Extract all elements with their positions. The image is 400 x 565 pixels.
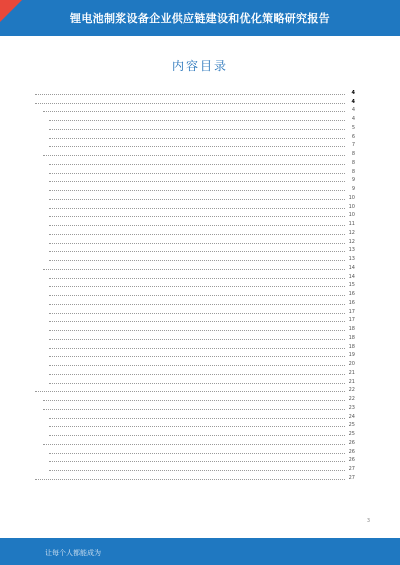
toc-leader-dots <box>49 119 345 121</box>
toc-entry-page: 26 <box>348 448 355 455</box>
toc-entry[interactable] <box>33 183 355 192</box>
toc-entry-page: 5 <box>351 124 355 131</box>
toc-leader-dots <box>49 145 345 147</box>
toc-leader-dots <box>43 408 345 410</box>
toc-entry-page: 25 <box>348 431 355 437</box>
toc-entry[interactable] <box>33 288 355 297</box>
toc-leader-dots <box>49 242 345 244</box>
toc-leader-dots <box>43 268 345 270</box>
toc-entry[interactable] <box>33 306 355 315</box>
toc-entry-page: 13 <box>348 247 355 254</box>
toc-entry-page: 8 <box>351 168 355 175</box>
toc-entry-page: 10 <box>348 194 355 201</box>
toc-entry[interactable] <box>33 332 355 341</box>
toc-entry-page: 21 <box>348 378 355 385</box>
footer-slogan: 让每个人都能成为 <box>45 549 101 557</box>
toc-entry-page: 16 <box>348 299 355 306</box>
toc-leader-dots <box>49 364 345 366</box>
toc-leader-dots <box>49 417 345 419</box>
toc-entry-page: 24 <box>348 413 355 420</box>
toc-entry[interactable] <box>33 472 355 481</box>
toc-leader-dots <box>43 110 345 112</box>
toc-entry[interactable] <box>33 463 355 472</box>
toc-entry[interactable] <box>33 131 355 140</box>
toc-leader-dots <box>49 137 345 139</box>
toc-entry-page: 21 <box>348 369 355 376</box>
toc-leader-dots <box>49 189 345 191</box>
toc-entry-page: 27 <box>348 474 355 481</box>
toc-entry[interactable] <box>33 236 355 245</box>
toc-entry-page: 10 <box>348 212 355 219</box>
toc-leader-dots <box>49 452 345 454</box>
toc-leader-dots <box>49 460 345 462</box>
toc-entry[interactable] <box>33 166 355 175</box>
toc-entry[interactable] <box>33 393 355 402</box>
toc-entry[interactable] <box>33 175 355 184</box>
toc-entry[interactable] <box>33 323 355 332</box>
toc-entry-page: 19 <box>348 352 355 359</box>
toc-leader-dots <box>35 102 345 104</box>
toc-entry[interactable] <box>33 297 355 306</box>
toc-leader-dots <box>43 154 345 156</box>
report-title: 锂电池制浆设备企业供应链建设和优化策略研究报告 <box>70 12 330 25</box>
table-of-contents <box>33 87 355 481</box>
toc-entry[interactable] <box>33 253 355 262</box>
footer-bar <box>0 538 400 565</box>
toc-entry-page: 16 <box>348 291 355 297</box>
toc-entry[interactable] <box>33 350 355 359</box>
toc-entry[interactable] <box>33 367 355 376</box>
toc-entry[interactable] <box>33 341 355 350</box>
toc-entry[interactable] <box>33 210 355 219</box>
toc-leader-dots <box>49 312 345 314</box>
toc-entry[interactable] <box>33 122 355 131</box>
toc-leader-dots <box>49 163 345 165</box>
toc-entry[interactable] <box>33 271 355 280</box>
toc-leader-dots <box>49 250 345 252</box>
toc-leader-dots <box>49 434 345 436</box>
toc-entry[interactable] <box>33 245 355 254</box>
toc-leader-dots <box>49 425 345 427</box>
toc-leader-dots <box>49 215 345 217</box>
toc-leader-dots <box>49 294 345 296</box>
toc-entry[interactable] <box>33 218 355 227</box>
toc-entry-page: 25 <box>348 422 355 429</box>
toc-entry[interactable] <box>33 437 355 446</box>
toc-entry[interactable] <box>33 96 355 105</box>
toc-leader-dots <box>49 382 345 384</box>
toc-entry[interactable] <box>33 113 355 122</box>
toc-leader-dots <box>49 469 345 471</box>
toc-entry-page: 13 <box>348 256 355 262</box>
toc-entry[interactable] <box>33 140 355 149</box>
toc-entry[interactable] <box>33 227 355 236</box>
toc-leader-dots <box>49 303 345 305</box>
toc-leader-dots <box>49 355 345 357</box>
toc-entry[interactable] <box>33 262 355 271</box>
toc-entry[interactable] <box>33 315 355 324</box>
toc-entry[interactable] <box>33 428 355 437</box>
toc-entry-page: 15 <box>348 282 355 289</box>
toc-entry-page: 8 <box>351 151 355 157</box>
toc-entry[interactable] <box>33 105 355 114</box>
toc-entry-page: 9 <box>351 186 355 192</box>
toc-entry[interactable] <box>33 376 355 385</box>
toc-leader-dots <box>49 233 345 235</box>
toc-entry-page: 4 <box>351 116 355 122</box>
toc-entry-page: 18 <box>348 334 355 341</box>
toc-leader-dots <box>35 478 345 480</box>
page-number: 3 <box>366 518 370 524</box>
toc-entry-page: 4 <box>351 107 355 114</box>
toc-entry[interactable] <box>33 455 355 464</box>
toc-leader-dots <box>49 224 345 226</box>
toc-leader-dots <box>35 93 345 95</box>
toc-entry-page: 23 <box>348 404 355 411</box>
toc-entry-page: 6 <box>351 133 355 140</box>
toc-leader-dots <box>49 347 345 349</box>
header-bar <box>0 0 400 36</box>
toc-title: 内容目录 <box>171 59 228 73</box>
toc-entry-page: 12 <box>348 229 355 236</box>
toc-entry-page: 26 <box>348 457 355 464</box>
toc-entry-page: 12 <box>348 238 355 245</box>
toc-entry[interactable] <box>33 148 355 157</box>
toc-entry[interactable] <box>33 402 355 411</box>
toc-leader-dots <box>49 338 345 340</box>
toc-entry-page: 14 <box>348 264 355 271</box>
toc-entry[interactable] <box>33 385 355 394</box>
toc-entry[interactable] <box>33 157 355 166</box>
toc-leader-dots <box>49 285 345 287</box>
toc-leader-dots <box>49 128 345 130</box>
toc-entry-page: 11 <box>348 221 355 227</box>
toc-entry-page: 17 <box>348 317 355 324</box>
toc-entry-page: 9 <box>351 177 355 184</box>
toc-entry-page: 22 <box>348 396 355 402</box>
toc-entry[interactable] <box>33 192 355 201</box>
toc-entry[interactable] <box>33 201 355 210</box>
toc-leader-dots <box>49 373 345 375</box>
toc-entry[interactable] <box>33 280 355 289</box>
toc-leader-dots <box>49 320 345 322</box>
toc-entry[interactable] <box>33 420 355 429</box>
toc-leader-dots <box>43 443 345 445</box>
toc-entry-page: 26 <box>348 439 355 446</box>
toc-entry-page: 17 <box>348 308 355 315</box>
toc-entry-page: 18 <box>348 326 355 332</box>
toc-entry[interactable] <box>33 87 355 96</box>
toc-entry-page: 10 <box>348 203 355 210</box>
toc-leader-dots <box>35 390 345 392</box>
toc-leader-dots <box>43 399 345 401</box>
toc-entry-page: 4 <box>351 98 355 105</box>
toc-entry-page: 27 <box>348 466 355 472</box>
toc-entry-page: 14 <box>348 273 355 280</box>
toc-leader-dots <box>49 172 345 174</box>
toc-entry[interactable] <box>33 411 355 420</box>
toc-entry-page: 22 <box>348 387 355 394</box>
toc-entry[interactable] <box>33 446 355 455</box>
toc-leader-dots <box>49 207 345 209</box>
toc-leader-dots <box>49 259 345 261</box>
toc-entry-page: 18 <box>348 343 355 350</box>
toc-entry[interactable] <box>33 358 355 367</box>
toc-leader-dots <box>49 180 345 182</box>
toc-entry-page: 7 <box>351 142 355 149</box>
toc-leader-dots <box>49 277 345 279</box>
toc-entry-page: 4 <box>351 89 355 96</box>
toc-leader-dots <box>49 198 345 200</box>
toc-entry-page: 20 <box>348 361 355 367</box>
toc-leader-dots <box>49 329 345 331</box>
toc-entry-page: 8 <box>351 159 355 166</box>
